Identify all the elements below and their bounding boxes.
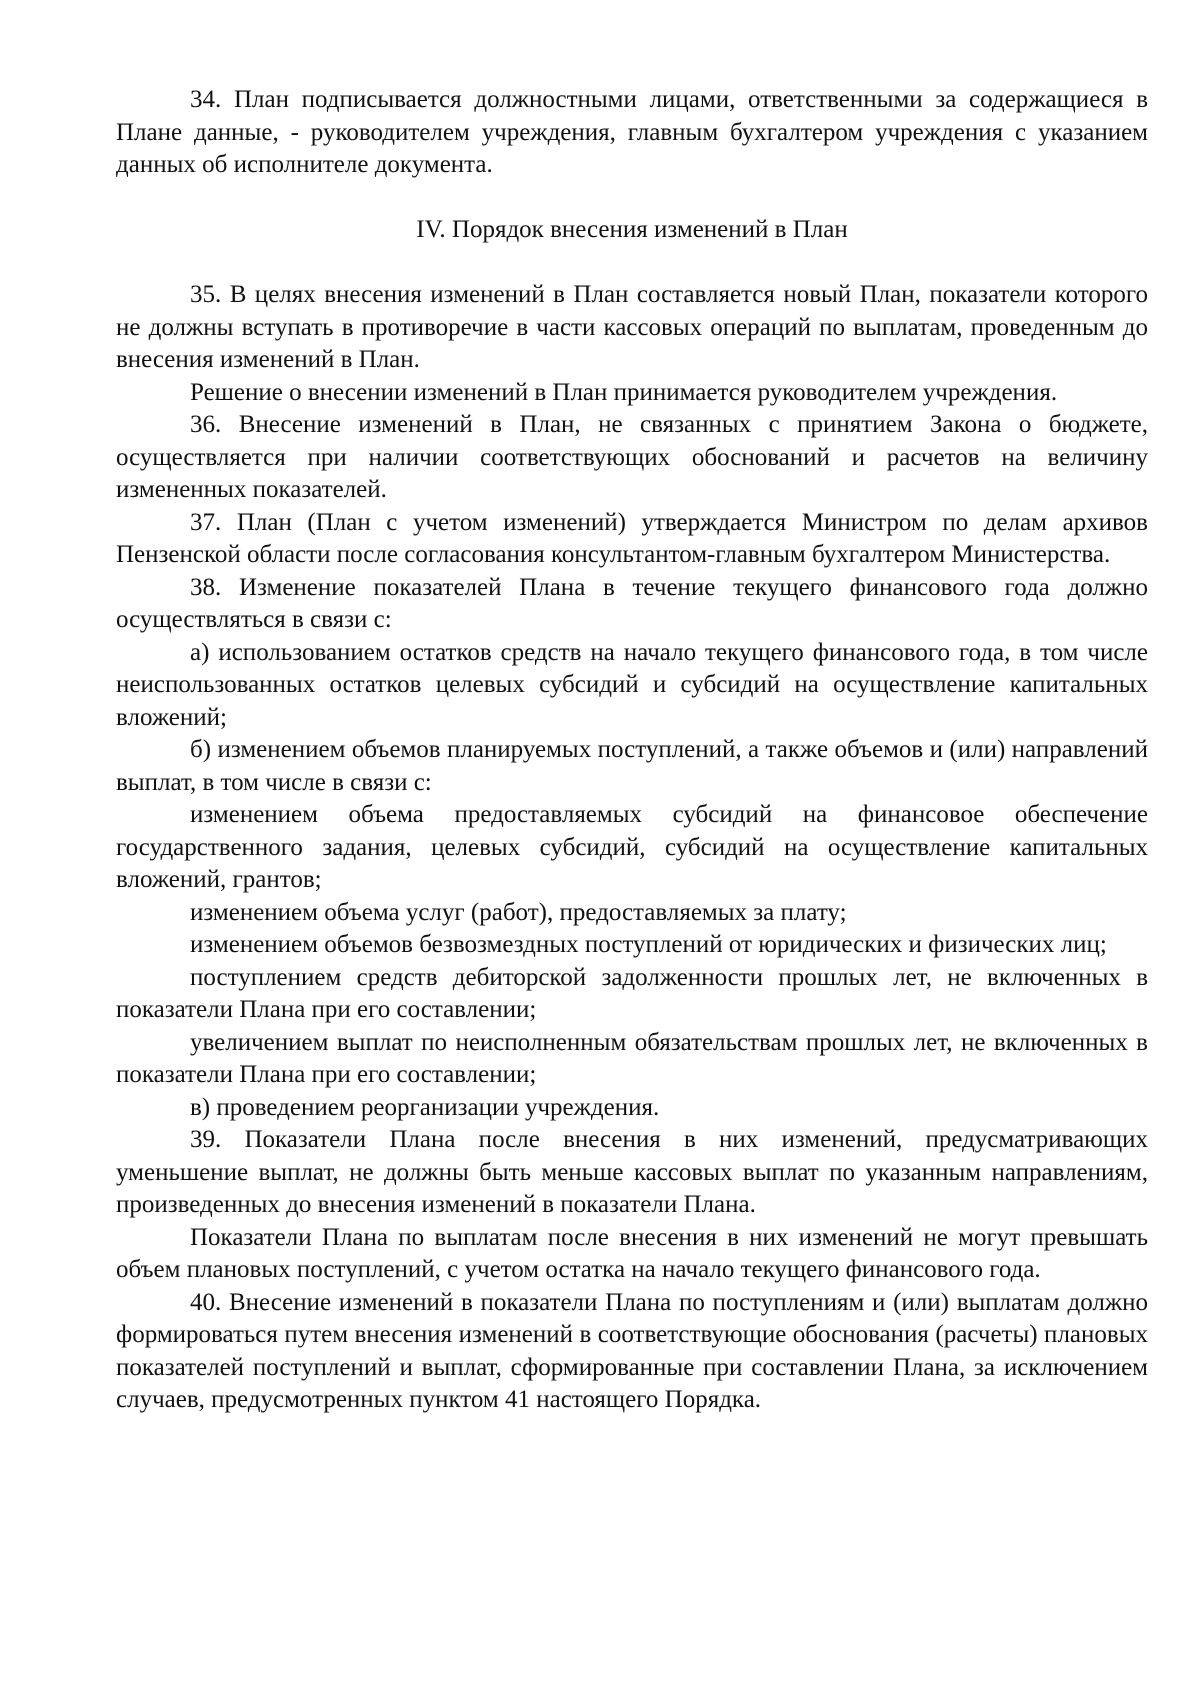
paragraph-38-v: в) проведением реорганизации учреждения. (190, 1093, 660, 1121)
paragraph-38-b-item-1: изменением объема предоставляемых субсидий на финансовое обеспечение государственного задания, целевых субсидий, субсидий на осуществление капитальных вложений, грантов; (116, 801, 1148, 893)
paragraph-39: 39. Показатели Плана после внесения в них изменений, предусматривающих уменьшение выплат, не должны быть меньше кассовых выплат по указанным направлениям, произведенных до внесения изменений в показатели Плана. (116, 1126, 1148, 1218)
paragraph-38-b-item-4: поступлением средств дебиторской задолженности прошлых лет, не включенных в показатели Плана при его составлении; (116, 963, 1148, 1023)
paragraph-38: 38. Изменение показателей Плана в течение текущего финансового года должно осуществляться в связи с: (116, 573, 1148, 633)
paragraph-35-decision: Решение о внесении изменений в План принимается руководителем учреждения. (190, 378, 1058, 406)
paragraph-34: 34. План подписывается должностными лицами, ответственными за содержащиеся в Плане данные, - руководителем учреждения, главным бухгалтером учреждения с указанием данных об исполнителе документа. (116, 86, 1148, 178)
paragraph-38-a: а) использованием остатков средств на начало текущего финансового года, в том числе неиспользованных остатков целевых субсидий и субсидий на осуществление капитальных вложений; (116, 638, 1148, 731)
document-body (116, 84, 1148, 1417)
paragraph-40: 40. Внесение изменений в показатели Плана по поступлениям и (или) выплатам должно формироваться путем внесения изменений в соответствующие обоснования (расчеты) плановых показателей поступлений и выплат, сформированные при составлении Плана, за исключением случаев, предусмотренных пунктом 41 настоящего Порядка. (116, 1288, 1148, 1413)
paragraph-36: 36. Внесение изменений в План, не связанных с принятием Закона о бюджете, осуществляется при наличии соответствующих обоснований и расчетов на величину измененных показателей. (116, 411, 1148, 503)
paragraph-38-b-item-5: увеличением выплат по неисполненным обязательствам прошлых лет, не включенных в показатели Плана при его составлении; (116, 1028, 1148, 1088)
section-heading: IV. Порядок внесения изменений в План (416, 215, 848, 243)
paragraph-39-limit: Показатели Плана по выплатам после внесения в них изменений не могут превышать объем плановых поступлений, с учетом остатка на начало текущего финансового года. (116, 1223, 1148, 1283)
paragraph-38-b: б) изменением объемов планируемых поступлений, а также объемов и (или) направлений выплат, в том числе в связи с: (116, 736, 1148, 796)
paragraph-35: 35. В целях внесения изменений в План составляется новый План, показатели которого не должны вступать в противоречие в части кассовых операций по выплатам, проведенным до внесения изменений в План. (116, 281, 1148, 373)
paragraph-37: 37. План (План с учетом изменений) утверждается Министром по делам архивов Пензенской области после согласования консультантом-главным бухгалтером Министерства. (116, 508, 1148, 568)
paragraph-38-b-item-2: изменением объема услуг (работ), предоставляемых за плату; (190, 898, 847, 926)
paragraph-38-b-item-3: изменением объемов безвозмездных поступлений от юридических и физических лиц; (190, 931, 1107, 958)
